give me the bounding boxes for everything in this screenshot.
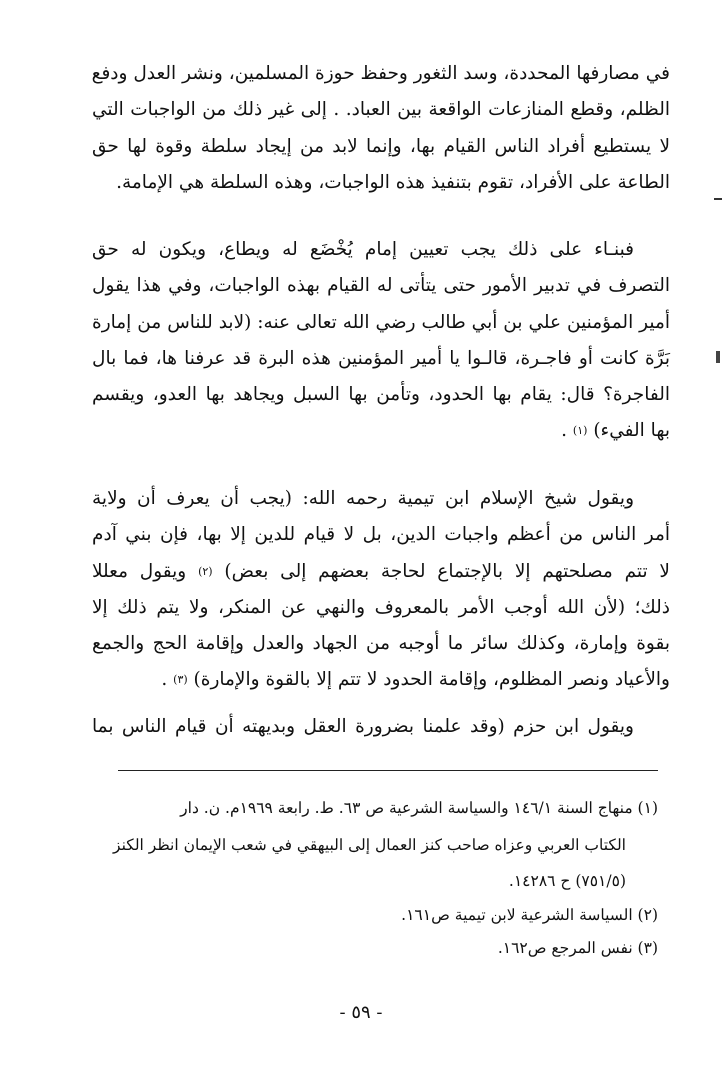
quote-end-text: والأعياد ونصر المظلوم، وإقامة الحدود لا تتم إلا بالقوة والإمارة) — [193, 669, 670, 691]
text-line: ويقول شيخ الإسلام ابن تيمية رحمه الله: (يجب أن يعرف أن ولاية — [92, 488, 634, 509]
text-line: لا يستطيع أفراد الناس القيام بها، وإنما لابد من إيجاد سلطة وقوة لها حق — [92, 135, 670, 157]
quote-end-text: لا تتم مصلحتهم إلا بالإجتماع لحاجة بعضهم إلى بعض) — [224, 560, 670, 582]
text-line: فبنـاء على ذلك يجب تعيين إمام يُخْضَع له ويطاع، ويكون له حق — [92, 239, 634, 260]
footnote-2: (٢) السياسة الشرعية لابن تيمية ص١٦١. — [401, 906, 658, 924]
footnote-ref-1: (١) — [572, 424, 588, 438]
footnote-3: (٣) نفس المرجع ص١٦٢. — [497, 939, 658, 957]
paragraph-3 — [92, 481, 670, 699]
footnote-ref-3: (٣) — [173, 673, 188, 687]
text-line: أمر الناس من أعظم واجبات الدين، بل لا قيام للدين إلا بها، فإن بني آدم — [92, 524, 670, 546]
paragraph-4 — [92, 709, 670, 745]
text-line: التصرف في تدبير الأمور حتى يتأتى له القيام بهذه الواجبات، وفي هذا يقول — [92, 275, 670, 297]
footnote-1-continued: الكتاب العربي وعزاه صاحب كنز العمال إلى البيهقي في شعب الإيمان انظر الكنز — [113, 836, 626, 854]
quote-end-text: بها الفيء) — [593, 420, 670, 442]
text-line-last — [92, 413, 670, 449]
footnote-1-continued: (٧٥١/٥) ح ١٤٢٨٦. — [508, 872, 626, 890]
sentence-end: . — [561, 420, 568, 442]
paragraph-1 — [92, 56, 670, 201]
text-line: في مصارفها المحددة، وسد الثغور وحفظ حوزة المسلمين، ونشر العدل ودفع — [91, 63, 670, 84]
page-number: - ٥٩ - — [339, 1002, 383, 1023]
continuation-text: ويقول معللا — [92, 560, 187, 582]
footnote-separator — [118, 770, 658, 771]
text-line: أمير المؤمنين علي بن أبي طالب رضي الله تعالى عنه: (لابد للناس من إمارة — [92, 311, 670, 333]
scan-edge-mark — [716, 351, 720, 363]
text-line: الطاعة على الأفراد، تقوم بتنفيذ هذه الواجبات، وهذه السلطة هي الإمامة. — [116, 171, 670, 193]
text-line: ويقول ابن حزم (وقد علمنا بضرورة العقل وبديهته أن قيام الناس بما — [92, 716, 634, 737]
scan-edge-mark — [714, 198, 722, 200]
text-line: الظلم، وقطع المنازعات الواقعة بين العباد. . إلى غير ذلك من الواجبات التي — [92, 99, 670, 121]
footnote-ref-2: (٢) — [198, 564, 213, 578]
footnote-1: (١) منهاج السنة ١٤٦/١ والسياسة الشرعية ص ٦٣. ط. رابعة ١٩٦٩م. ن. دار — [180, 799, 658, 817]
paragraph-2 — [92, 232, 670, 450]
text-line: بَرَّة كانت أو فاجـرة، قالـوا يا أمير المؤمنين هذه البرة قد عرفنا ها، فما بال — [92, 347, 670, 369]
text-line: بقوة وإمارة، وكذلك سائر ما أوجبه من الجهاد والعدل وإقامة الحج والجمع — [92, 633, 670, 655]
text-line-last — [92, 662, 670, 698]
text-line: ذلك؛ (لأن الله أوجب الأمر بالمعروف والنهي عن المنكر، ولا يتم ذلك إلا — [92, 596, 670, 618]
text-line: الفاجرة؟ قال: يقام بها الحدود، وتأمن بها السبل ويجاهد بها العدو، ويقسم — [92, 384, 670, 406]
sentence-end: . — [161, 669, 168, 691]
text-line — [92, 554, 670, 590]
